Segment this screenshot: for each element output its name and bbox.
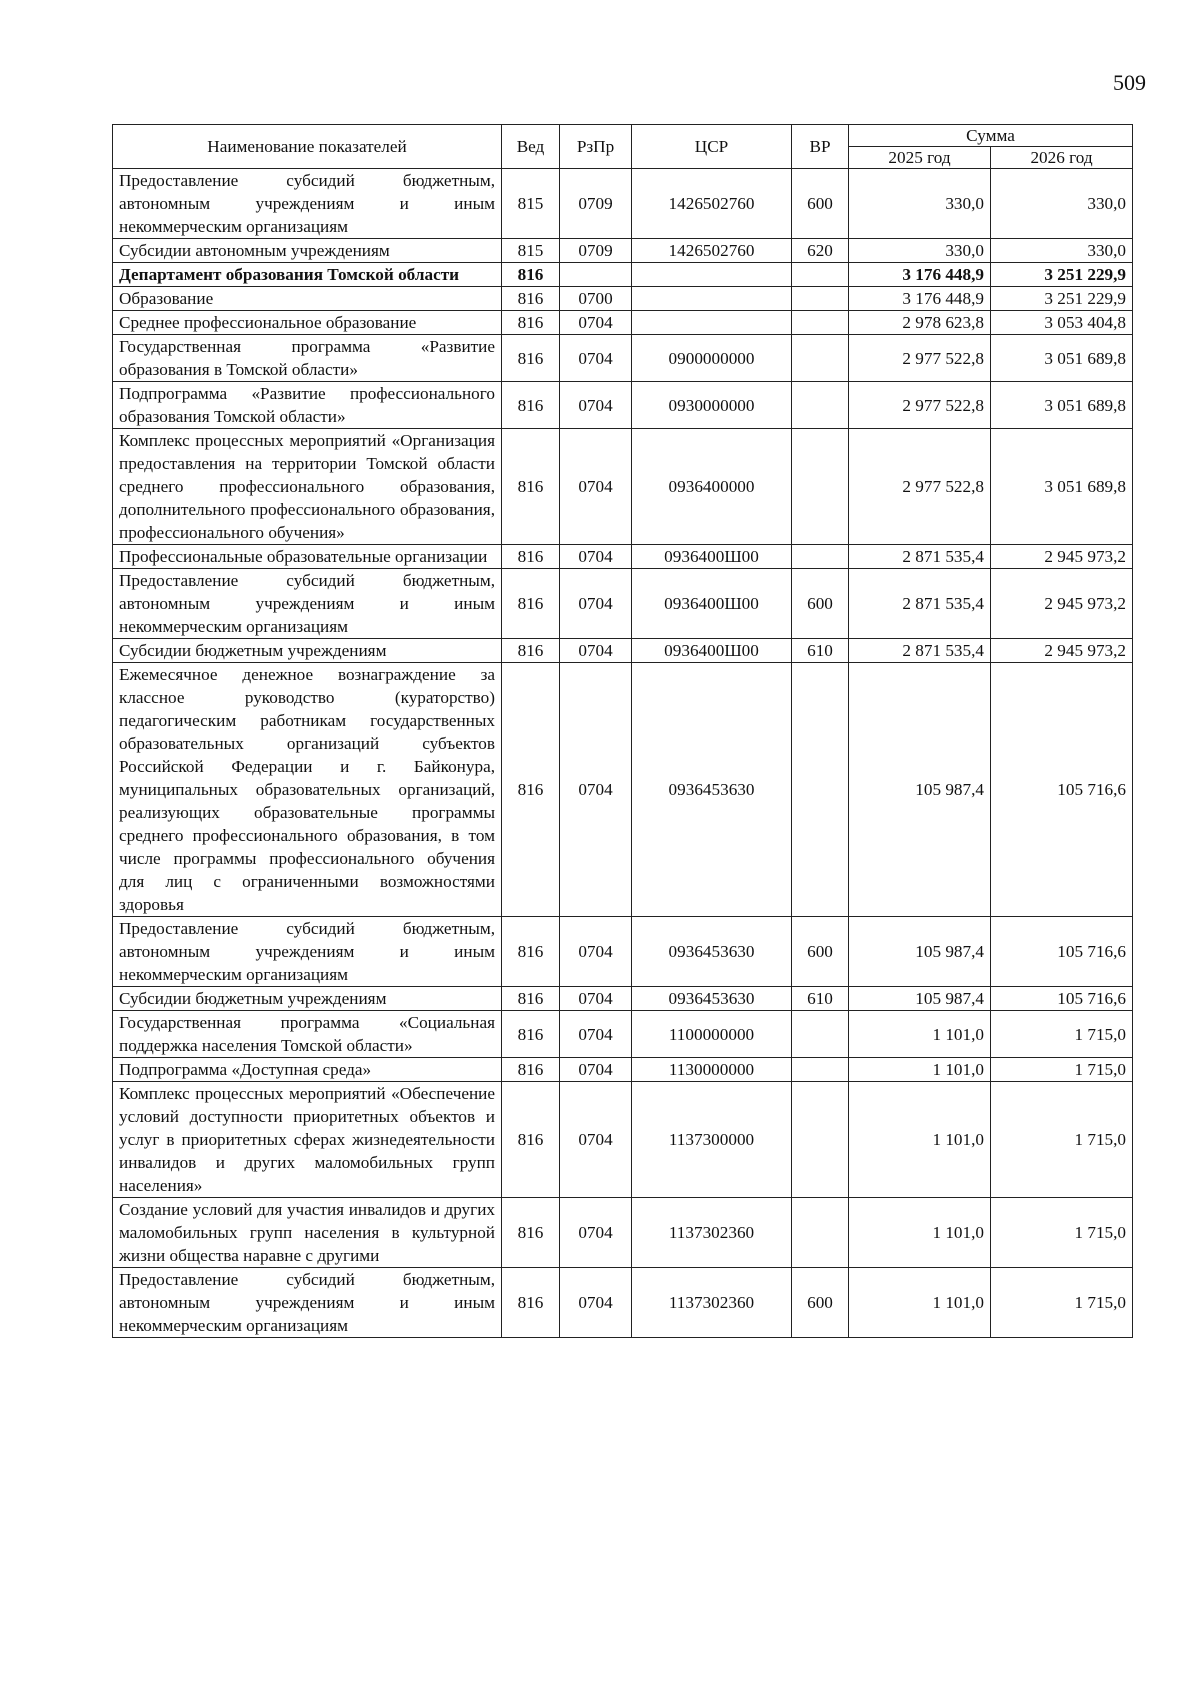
row-rzpr: 0704: [560, 1058, 632, 1082]
row-vr: 610: [792, 639, 849, 663]
row-rzpr: 0709: [560, 239, 632, 263]
row-ved: 816: [502, 1058, 560, 1082]
row-csr: [632, 263, 792, 287]
row-rzpr: 0704: [560, 429, 632, 545]
row-vr: [792, 1058, 849, 1082]
row-vr: [792, 335, 849, 382]
row-csr: 0936400000: [632, 429, 792, 545]
table-row: [113, 639, 1133, 663]
row-rzpr: 0704: [560, 987, 632, 1011]
row-rzpr: 0704: [560, 311, 632, 335]
row-amount-2026: 3 051 689,8: [991, 335, 1133, 382]
table-row: [113, 169, 1133, 239]
row-csr: 1426502760: [632, 169, 792, 239]
row-csr: 0936400Ш00: [632, 639, 792, 663]
row-amount-2025: 3 176 448,9: [849, 263, 991, 287]
row-name: Государственная программа «Развитие образования в Томской области»: [113, 335, 502, 382]
header-vr: ВР: [792, 125, 849, 169]
row-vr: [792, 287, 849, 311]
row-amount-2025: 3 176 448,9: [849, 287, 991, 311]
row-ved: 816: [502, 335, 560, 382]
row-ved: 816: [502, 917, 560, 987]
row-ved: 816: [502, 429, 560, 545]
table-row: [113, 429, 1133, 545]
table-row: [113, 335, 1133, 382]
row-csr: 0936400Ш00: [632, 545, 792, 569]
row-amount-2026: 3 051 689,8: [991, 382, 1133, 429]
row-name: Субсидии бюджетным учреждениям: [113, 987, 502, 1011]
row-vr: 600: [792, 169, 849, 239]
row-amount-2026: 330,0: [991, 169, 1133, 239]
table-row: [113, 1198, 1133, 1268]
table-row: [113, 1082, 1133, 1198]
row-amount-2026: 1 715,0: [991, 1082, 1133, 1198]
row-amount-2025: 2 871 535,4: [849, 639, 991, 663]
row-rzpr: 0704: [560, 569, 632, 639]
table-row: [113, 663, 1133, 917]
row-name: Субсидии автономным учреждениям: [113, 239, 502, 263]
row-ved: 816: [502, 639, 560, 663]
row-name: Субсидии бюджетным учреждениям: [113, 639, 502, 663]
row-ved: 816: [502, 1198, 560, 1268]
row-amount-2025: 2 978 623,8: [849, 311, 991, 335]
row-rzpr: 0704: [560, 917, 632, 987]
table-row: [113, 1011, 1133, 1058]
row-amount-2025: 2 977 522,8: [849, 335, 991, 382]
row-amount-2025: 2 871 535,4: [849, 569, 991, 639]
row-ved: 815: [502, 239, 560, 263]
row-vr: [792, 1198, 849, 1268]
row-rzpr: [560, 263, 632, 287]
row-vr: 600: [792, 569, 849, 639]
row-csr: 1426502760: [632, 239, 792, 263]
row-name: Департамент образования Томской области: [113, 263, 502, 287]
row-vr: [792, 311, 849, 335]
row-amount-2025: 1 101,0: [849, 1058, 991, 1082]
table-row: [113, 311, 1133, 335]
row-name: Ежемесячное денежное вознаграждение за классное руководство (кураторство) педагогическим работникам государственных образовательных организаций субъектов Российской Федерации и г. Байконура, муниципальных образовательных организаций, реализующих образовательные программы среднего профессионального образования, в том числе программы профессионального обучения для лиц с ограниченными возможностями здоровья: [113, 663, 502, 917]
row-name: Комплекс процессных мероприятий «Обеспечение условий доступности приоритетных объектов и услуг в приоритетных сферах жизнедеятельности инвалидов и других маломобильных групп населения»: [113, 1082, 502, 1198]
row-rzpr: 0704: [560, 639, 632, 663]
row-csr: 0936453630: [632, 987, 792, 1011]
row-ved: 816: [502, 569, 560, 639]
row-amount-2026: 330,0: [991, 239, 1133, 263]
row-csr: 0936453630: [632, 663, 792, 917]
header-name: Наименование показателей: [113, 125, 502, 169]
row-csr: 0936400Ш00: [632, 569, 792, 639]
row-name: Предоставление субсидий бюджетным, автономным учреждениям и иным некоммерческим организациям: [113, 1268, 502, 1338]
row-rzpr: 0704: [560, 1082, 632, 1198]
row-csr: 1137302360: [632, 1198, 792, 1268]
row-rzpr: 0704: [560, 1011, 632, 1058]
row-amount-2025: 2 977 522,8: [849, 429, 991, 545]
row-csr: [632, 311, 792, 335]
row-csr: 1137302360: [632, 1268, 792, 1338]
table-row: [113, 917, 1133, 987]
row-name: Предоставление субсидий бюджетным, автономным учреждениям и иным некоммерческим организациям: [113, 169, 502, 239]
row-amount-2025: 330,0: [849, 169, 991, 239]
row-ved: 816: [502, 1011, 560, 1058]
row-amount-2026: 2 945 973,2: [991, 569, 1133, 639]
row-amount-2026: 2 945 973,2: [991, 639, 1133, 663]
header-ved: Вед: [502, 125, 560, 169]
row-amount-2026: 105 716,6: [991, 917, 1133, 987]
row-amount-2025: 105 987,4: [849, 663, 991, 917]
row-amount-2026: 3 053 404,8: [991, 311, 1133, 335]
row-name: Государственная программа «Социальная поддержка населения Томской области»: [113, 1011, 502, 1058]
row-ved: 816: [502, 987, 560, 1011]
header-rzpr: РзПр: [560, 125, 632, 169]
row-vr: [792, 429, 849, 545]
row-vr: [792, 382, 849, 429]
row-amount-2026: 1 715,0: [991, 1198, 1133, 1268]
row-rzpr: 0704: [560, 1198, 632, 1268]
table-row: [113, 263, 1133, 287]
row-amount-2025: 105 987,4: [849, 987, 991, 1011]
table-row: [113, 545, 1133, 569]
row-csr: 1100000000: [632, 1011, 792, 1058]
row-ved: 816: [502, 545, 560, 569]
header-csr: ЦСР: [632, 125, 792, 169]
row-rzpr: 0704: [560, 335, 632, 382]
budget-table: [112, 124, 1133, 1338]
header-sum: Сумма: [849, 125, 1133, 147]
row-amount-2025: 2 977 522,8: [849, 382, 991, 429]
row-csr: 0900000000: [632, 335, 792, 382]
row-rzpr: 0709: [560, 169, 632, 239]
table-row: [113, 382, 1133, 429]
row-amount-2026: 105 716,6: [991, 663, 1133, 917]
row-name: Комплекс процессных мероприятий «Организация предоставления на территории Томской области среднего профессионального образования, дополнительного профессионального образования, профессионального обучения»: [113, 429, 502, 545]
table-row: [113, 1058, 1133, 1082]
row-amount-2025: 105 987,4: [849, 917, 991, 987]
row-csr: 0936453630: [632, 917, 792, 987]
row-amount-2026: 2 945 973,2: [991, 545, 1133, 569]
row-vr: [792, 545, 849, 569]
row-name: Создание условий для участия инвалидов и других маломобильных групп населения в культурной жизни общества наравне с другими: [113, 1198, 502, 1268]
row-amount-2025: 2 871 535,4: [849, 545, 991, 569]
row-vr: [792, 263, 849, 287]
table-row: [113, 239, 1133, 263]
row-vr: 600: [792, 917, 849, 987]
table-header: [113, 125, 1133, 169]
row-vr: 610: [792, 987, 849, 1011]
table-row: [113, 287, 1133, 311]
table-row: [113, 569, 1133, 639]
row-amount-2025: 1 101,0: [849, 1198, 991, 1268]
row-name: Профессиональные образовательные организации: [113, 545, 502, 569]
page-number: 509: [1113, 70, 1146, 95]
row-vr: [792, 663, 849, 917]
header-year-2026: 2026 год: [991, 147, 1133, 169]
table-row: [113, 1268, 1133, 1338]
row-ved: 816: [502, 311, 560, 335]
table-body: [113, 169, 1133, 1338]
row-amount-2025: 1 101,0: [849, 1082, 991, 1198]
row-vr: [792, 1082, 849, 1198]
row-ved: 816: [502, 1268, 560, 1338]
row-amount-2025: 330,0: [849, 239, 991, 263]
row-csr: 1130000000: [632, 1058, 792, 1082]
row-ved: 816: [502, 1082, 560, 1198]
row-amount-2025: 1 101,0: [849, 1268, 991, 1338]
row-amount-2025: 1 101,0: [849, 1011, 991, 1058]
row-rzpr: 0704: [560, 663, 632, 917]
row-rzpr: 0700: [560, 287, 632, 311]
row-csr: 1137300000: [632, 1082, 792, 1198]
row-vr: 620: [792, 239, 849, 263]
row-ved: 816: [502, 263, 560, 287]
row-name: Подпрограмма «Доступная среда»: [113, 1058, 502, 1082]
header-year-2025: 2025 год: [849, 147, 991, 169]
row-ved: 816: [502, 663, 560, 917]
row-ved: 816: [502, 382, 560, 429]
row-amount-2026: 1 715,0: [991, 1268, 1133, 1338]
row-name: Подпрограмма «Развитие профессионального образования Томской области»: [113, 382, 502, 429]
row-amount-2026: 3 251 229,9: [991, 263, 1133, 287]
row-csr: [632, 287, 792, 311]
row-amount-2026: 3 251 229,9: [991, 287, 1133, 311]
row-amount-2026: 3 051 689,8: [991, 429, 1133, 545]
row-name: Среднее профессиональное образование: [113, 311, 502, 335]
row-name: Предоставление субсидий бюджетным, автономным учреждениям и иным некоммерческим организациям: [113, 569, 502, 639]
row-rzpr: 0704: [560, 1268, 632, 1338]
row-ved: 815: [502, 169, 560, 239]
row-rzpr: 0704: [560, 382, 632, 429]
table-row: [113, 987, 1133, 1011]
row-amount-2026: 1 715,0: [991, 1058, 1133, 1082]
row-csr: 0930000000: [632, 382, 792, 429]
row-amount-2026: 1 715,0: [991, 1011, 1133, 1058]
row-vr: [792, 1011, 849, 1058]
row-name: Предоставление субсидий бюджетным, автономным учреждениям и иным некоммерческим организациям: [113, 917, 502, 987]
row-name: Образование: [113, 287, 502, 311]
row-amount-2026: 105 716,6: [991, 987, 1133, 1011]
row-vr: 600: [792, 1268, 849, 1338]
row-rzpr: 0704: [560, 545, 632, 569]
row-ved: 816: [502, 287, 560, 311]
